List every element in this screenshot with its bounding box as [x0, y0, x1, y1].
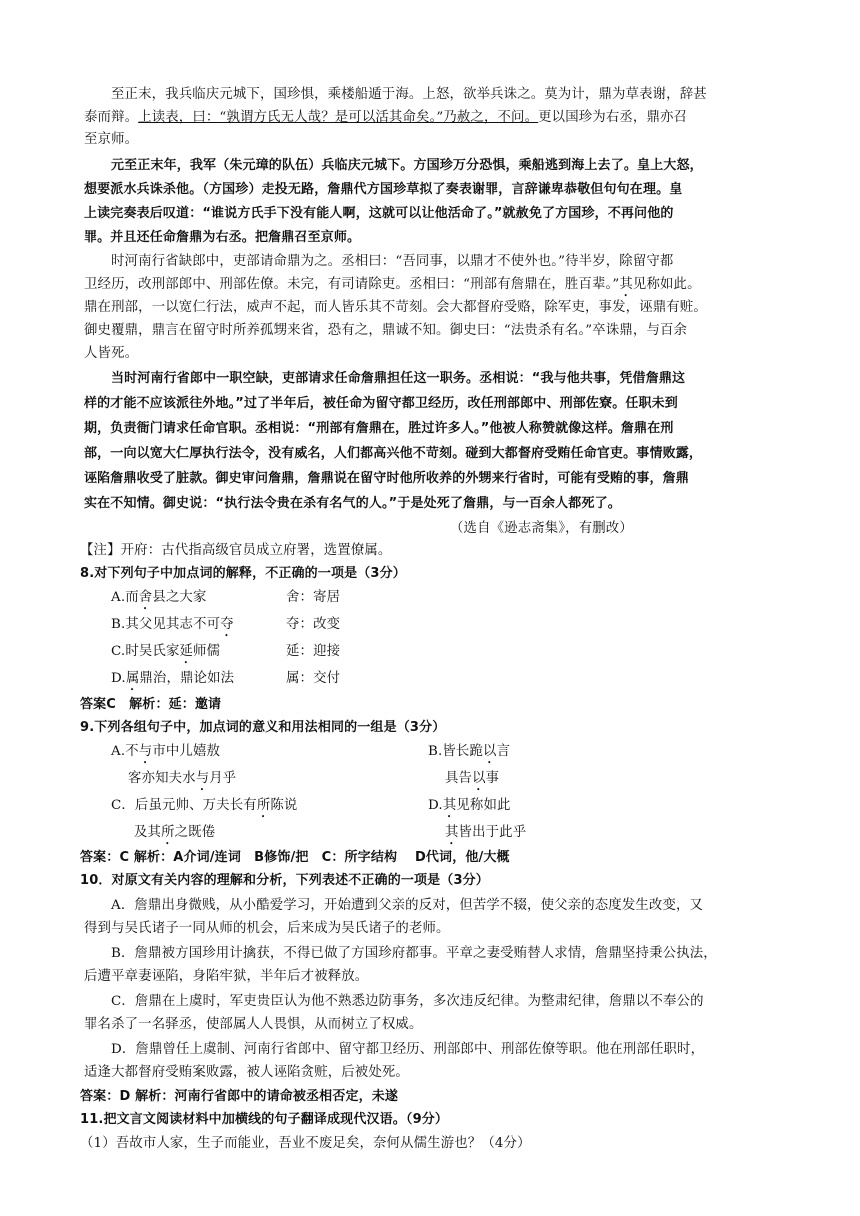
q10-option-d: D．詹鼎曾任上虞制、河南行省郎中、留守都卫经历、刑部郎中、刑部佐僚等职。他在刑部任职时， [111, 1042, 705, 1057]
q10-option-a: A．詹鼎出身微贱，从小酷爱学习，开始遭到父亲的反对，但苦学不辍，使父亲的态度发生改变，又 [111, 898, 704, 913]
translation-line: 元至正末年，我军（朱元璋的队伍）兵临庆元城下。方国珍万分恐惧，乘船逃到海上去了。皇上大怒， [111, 158, 703, 173]
passage-line: 卫经历，改刑部郎中、刑部佐僚。未完，有司请除吏。丞相曰：“刑部有詹鼎在，胜百辈。”其见称如此。 [84, 277, 701, 292]
q8-option-c: C.时吴氏家延师儒 延：迎接 [111, 644, 341, 659]
dotted-word: 其 [619, 277, 633, 292]
passage-line: 鼎在刑部，一以宽仁行法，威声不起，而人皆乐其不苛刻。会大都督府受赂，除军吏，事发，诬鼎有赃。 [84, 300, 707, 315]
q10-answer: 答案：D 解析：河南行省郎中的请命被丞相否定，未遂 [80, 1089, 399, 1104]
q10-option-a-cont: 得到与吴氏诸子一同从师的机会，后来成为吴氏诸子的老师。 [84, 921, 450, 936]
question-8-stem: 8.对下列句子中加点词的解释，不正确的一项是（3分） [80, 566, 406, 581]
q9-option-a1: A.不与市中儿嬉敖 [111, 744, 221, 759]
q9-option-b1: B.皆长跪以言 [428, 744, 511, 759]
translation-line: 实在不知情。御史说：“执行法令贵在杀有名气的人。”于是处死了詹鼎，与一百余人都死了。 [84, 496, 621, 511]
q10-option-d-cont: 适逢大都督府受贿案败露，被人诬陷贪赃，后被处死。 [84, 1065, 409, 1080]
translation-line: 想要派水兵诛杀他。（方国珍）走投无路，詹鼎代方国珍草拟了奏表谢罪，言辞谦卑恭敬但句句在理。皇 [84, 182, 683, 197]
q8-option-b: B.其父见其志不可夺 夺：改变 [111, 617, 341, 632]
question-9-stem: 9.下列各组句子中，加点词的意义和用法相同的一组是（3分） [80, 720, 446, 735]
q9-option-d1: D.其见称如此 [428, 798, 511, 813]
passage-line: 时河南行省缺郎中，吏部请命鼎为之。丞相曰：“吾同事，以鼎才不使外也。”待半岁，除留守都 [111, 254, 674, 269]
passage-line: 泰而辩。上读表，曰：“孰谓方氏无人哉？是可以活其命矣。”乃赦之，不问。更以国珍为右丞，鼎亦召 [84, 110, 688, 125]
q10-option-b: B．詹鼎被方国珍用计擒获，不得已做了方国珍府都事。平章之妻受贿替人求情，詹鼎坚持秉公执法， [111, 946, 717, 961]
source-citation: （选自《逊志斋集》，有删改） [450, 521, 633, 536]
q8-option-d: D.属鼎治，鼎论如法 属：交付 [111, 671, 341, 686]
translation-line: 上读完奏表后叹道：“谁说方氏手下没有能人啊，这就可以让他活命了。”就赦免了方国珍，不再问他的 [84, 206, 674, 221]
q10-option-c-cont: 罪名杀了一名驿丞，使部属人人畏惧，从而树立了权威。 [84, 1017, 423, 1032]
translation-line: 罪。并且还任命詹鼎为右丞。把詹鼎召至京师。 [84, 230, 361, 245]
translation-line: 诬陷詹鼎收受了脏款。御史审问詹鼎，詹鼎说在留守时他所收养的外甥来行省时，可能有受贿的事，詹鼎 [84, 471, 689, 486]
translation-line: 部，一向以宽大仁厚执行法令，没有威名，人们都高兴他不苛刻。碰到大都督府受贿任命官吏。事情败露， [84, 446, 703, 461]
q9-option-d2: 其皆出于此乎 [445, 825, 527, 840]
q9-option-c1: C．后虽元帅、万夫长有所陈说 [111, 798, 298, 813]
passage-line: 人皆死。 [84, 346, 139, 361]
question-10-stem: 10．对原文有关内容的理解和分析，下列表述不正确的一项是（3分） [80, 873, 489, 888]
q8-answer: 答案C 解析：延：邀请 [80, 697, 222, 712]
passage-line: 御史覆鼎，鼎言在留守时所养孤甥来省，恐有之，鼎诚不知。御史曰：“法贵杀有名。”卒诛鼎，与百余 [84, 323, 688, 338]
q9-option-a2: 客亦知夫水与月乎 [128, 771, 237, 786]
q9-answer: 答案：C 解析：A介词/连词 B修饰/把 C：所字结构 D代词，他/大概 [80, 850, 510, 865]
passage-line: 至京师。 [84, 132, 139, 147]
passage-line: 至正末，我兵临庆元城下，国珍惧，乘楼船遁于海。上怒，欲举兵诛之。莫为计，鼎为草表谢，辞甚 [111, 87, 707, 102]
translation-line: 样的才能不应该派往外地。”过了半年后，被任命为留守都卫经历，改任刑部郎中、刑部佐寮。任职未到 [84, 396, 678, 411]
q9-option-c2: 及其所之既倦 [134, 825, 216, 840]
footnote: 【注】开府：古代指高级官员成立府署，选置僚属。 [80, 543, 392, 558]
translation-line: 当时河南行省郎中一职空缺，吏部请求任命詹鼎担任这一职务。丞相说：“我与他共事，凭借詹鼎这 [111, 371, 686, 386]
underlined-sentence: 上读表，曰：“孰谓方氏无人哉？是可以活其命矣。”乃赦之，不问。 [138, 110, 539, 125]
q11-sentence-1: （1）吾故市人家，生子而能业，吾业不废足矣，奈何从儒生游也？（4分） [80, 1136, 531, 1151]
q10-option-b-cont: 后遭平章妻诬陷，身陷牢狱，半年后才被释放。 [84, 969, 369, 984]
q10-option-c: C．詹鼎在上虞时，军吏贵臣认为他不熟悉边防事务，多次违反纪律。为整肃纪律，詹鼎以不奉公的 [111, 994, 704, 1009]
question-11-stem: 11.把文言文阅读材料中加横线的句子翻译成现代汉语。（9分） [80, 1112, 449, 1127]
q9-option-b2: 具告以事 [445, 771, 500, 786]
q8-option-a: A.而舍县之大家 舍：寄居 [111, 590, 341, 605]
translation-line: 期，负责衙门请求任命官职。丞相说：“刑部有詹鼎在，胜过许多人。”他被人称赞就像这样。詹鼎在刑 [84, 421, 674, 436]
